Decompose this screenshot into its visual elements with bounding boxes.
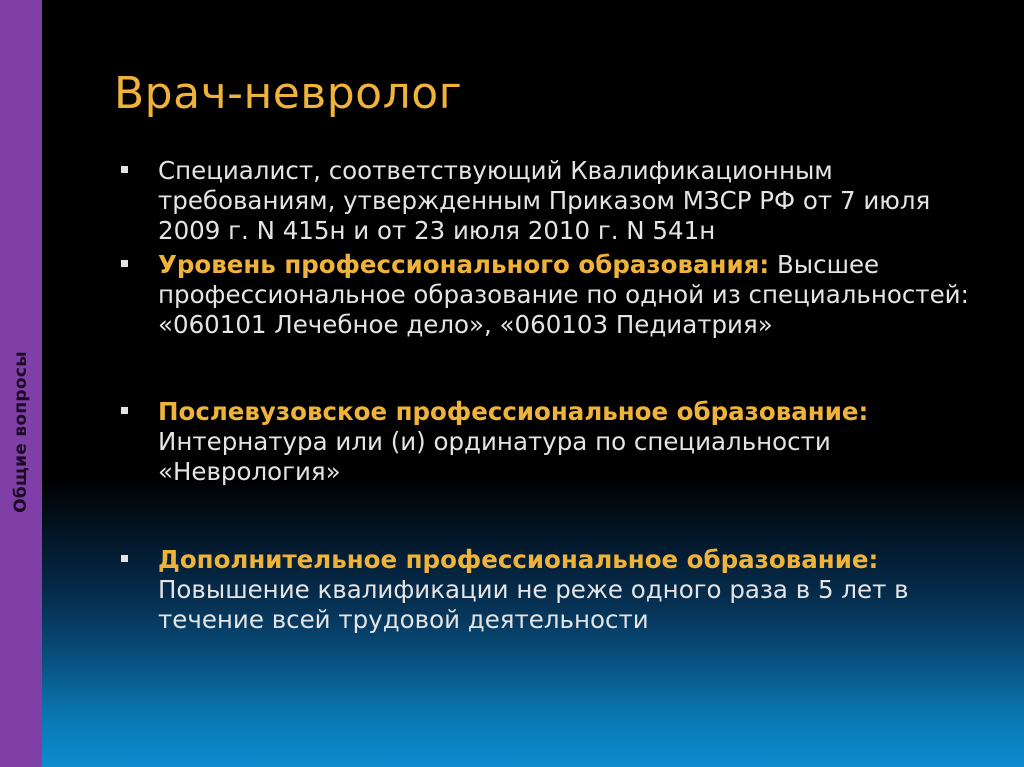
bullet-text: Интернатура или (и) ординатура по специальности «Неврология» xyxy=(158,427,831,486)
bullet-square-icon xyxy=(121,555,128,562)
list-item xyxy=(118,397,998,487)
bullet-list xyxy=(118,156,998,635)
list-item xyxy=(118,545,998,635)
list-item xyxy=(118,250,998,340)
sidebar-strip xyxy=(0,0,42,767)
bullet-square-icon xyxy=(121,260,128,267)
bullet-square-icon xyxy=(121,166,128,173)
bullet-heading: Дополнительное профессиональное образование: xyxy=(158,545,879,574)
list-item xyxy=(118,156,998,246)
bullet-heading: Уровень профессионального образования: xyxy=(158,250,770,279)
bullet-text: Высшее профессиональное образование по одной из специальностей: «060101 Лечебное дело», «060103 Педиатрия» xyxy=(158,250,969,339)
bullet-text: Специалист, соответствующий Квалификационным требованиям, утвержденным Приказом МЗСР РФ от 7 июля 2009 г. N 415н и от 23 июля 2010 г. N 541н xyxy=(158,156,931,245)
bullet-square-icon xyxy=(121,407,128,414)
bullet-text: Повышение квалификации не реже одного раза в 5 лет в течение всей трудовой деятельности xyxy=(158,575,909,634)
sidebar-label: Общие вопросы xyxy=(11,351,31,513)
slide-title: Врач-невролог xyxy=(114,68,463,119)
bullet-heading: Послевузовское профессиональное образование: xyxy=(158,397,869,426)
